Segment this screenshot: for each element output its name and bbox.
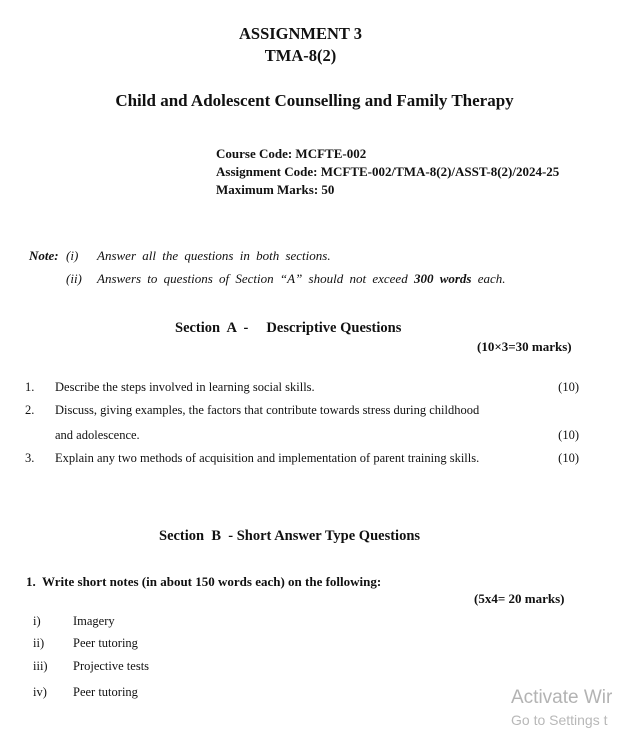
tma-code-title: TMA-8(2) bbox=[264, 46, 337, 65]
section-b-question: 1. Write short notes (in about 150 words each) on the following: bbox=[26, 574, 382, 589]
note-item-text bbox=[97, 271, 506, 287]
question-number: 2. bbox=[25, 403, 35, 417]
note-item-text: Answer all the questions in both sections. bbox=[97, 248, 331, 263]
list-item-number: i) bbox=[33, 614, 41, 628]
question-text: Describe the steps involved in learning social skills. bbox=[55, 380, 315, 394]
question-number: 1. bbox=[25, 380, 35, 394]
section-b-title: Section B - Short Answer Type Questions bbox=[159, 528, 421, 544]
question-number: 3. bbox=[25, 451, 35, 465]
question-marks: (10) bbox=[558, 380, 579, 394]
question-text: Explain any two methods of acquisition and implementation of parent training skills. bbox=[55, 451, 480, 465]
note-item-number: (ii) bbox=[66, 271, 82, 286]
list-item: Imagery bbox=[73, 614, 115, 628]
course-title: Child and Adolescent Counselling and Family Therapy bbox=[115, 91, 514, 110]
maximum-marks: Maximum Marks: 50 bbox=[216, 182, 335, 197]
activation-watermark-title: Activate Wir bbox=[511, 687, 613, 708]
list-item-number: ii) bbox=[33, 636, 45, 650]
section-a-marks: (10×3=30 marks) bbox=[477, 339, 572, 354]
note-item-number: (i) bbox=[66, 248, 79, 263]
question-text: Discuss, giving examples, the factors that contribute towards stress during childhood bbox=[55, 403, 480, 417]
list-item-number: iv) bbox=[33, 685, 47, 699]
note-text-before: Answers to questions of Section “A” should not exceed bbox=[97, 271, 414, 286]
section-b-marks: (5x4= 20 marks) bbox=[474, 591, 565, 606]
note-label: Note: bbox=[29, 248, 59, 263]
word-limit: 300 words bbox=[413, 271, 472, 286]
assignment-code: Assignment Code: MCFTE-002/TMA-8(2)/ASST-8(2)/2024-25 bbox=[216, 164, 560, 179]
list-item-number: iii) bbox=[33, 659, 48, 673]
question-text-continued: and adolescence. bbox=[55, 428, 140, 442]
list-item: Projective tests bbox=[73, 659, 150, 673]
section-a-title: Section A - Descriptive Questions bbox=[175, 320, 402, 336]
question-marks: (10) bbox=[558, 451, 579, 465]
assignment-title: ASSIGNMENT 3 bbox=[238, 24, 363, 43]
activation-watermark-link[interactable]: Go to Settings t bbox=[511, 712, 608, 728]
list-item: Peer tutoring bbox=[73, 636, 138, 650]
course-code: Course Code: MCFTE-002 bbox=[216, 146, 367, 161]
list-item: Peer tutoring bbox=[73, 685, 138, 699]
note-text-after: each. bbox=[471, 271, 506, 286]
question-marks: (10) bbox=[558, 428, 579, 442]
